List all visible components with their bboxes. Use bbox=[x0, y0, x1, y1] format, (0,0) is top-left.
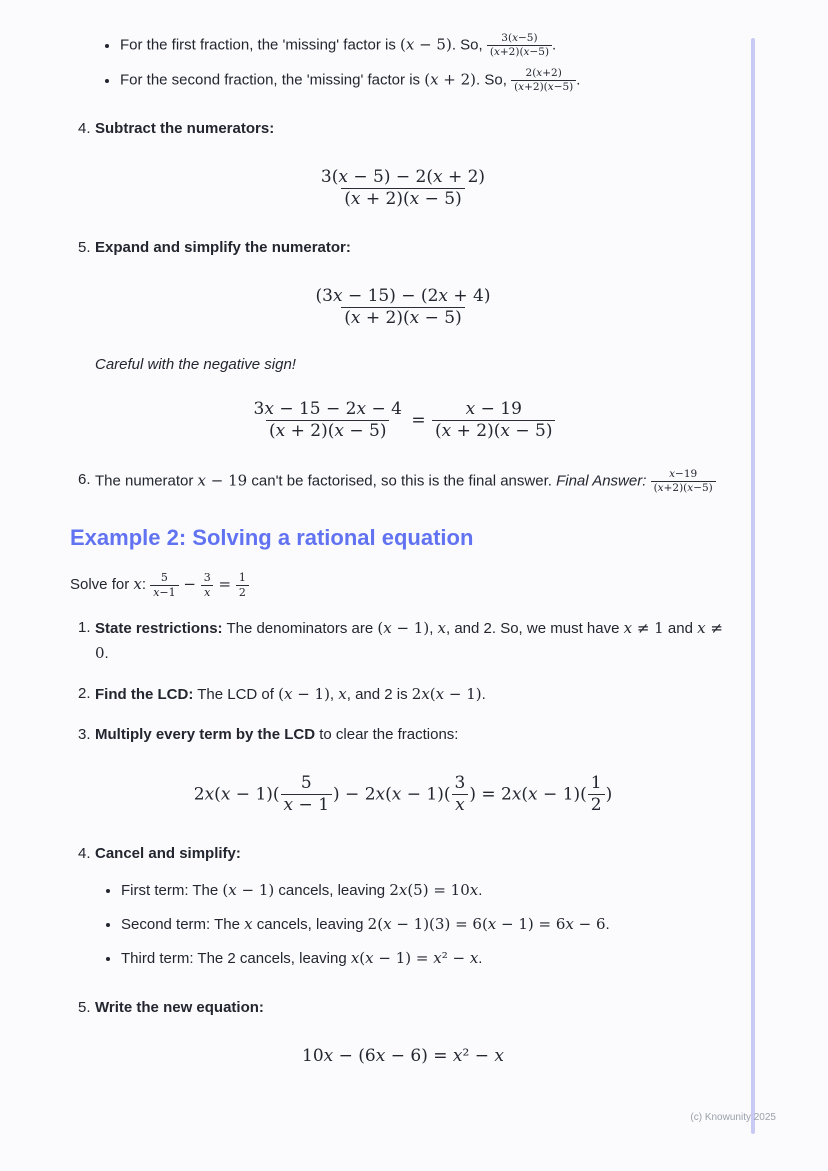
text-segment: , bbox=[329, 685, 339, 703]
text-segment: The denominators are bbox=[222, 619, 378, 637]
fraction-denominator: x bbox=[452, 794, 468, 816]
step-text bbox=[95, 842, 736, 980]
bullet-first-fraction bbox=[120, 32, 736, 59]
missing-factor-bullets bbox=[70, 32, 736, 95]
bullet-second-fraction bbox=[120, 67, 736, 94]
step-text bbox=[95, 682, 736, 707]
bold-text-segment: Find the LCD: bbox=[95, 685, 194, 703]
cancel-simplify-bullets bbox=[95, 878, 736, 971]
math-segment: x bbox=[133, 575, 142, 594]
equation-expanded-numerator bbox=[70, 286, 736, 330]
step-number: 3. bbox=[78, 725, 91, 743]
fraction bbox=[651, 468, 716, 495]
text-segment: cancels, leaving bbox=[274, 882, 390, 900]
math-segment: x bbox=[338, 684, 347, 703]
fraction-denominator: (x + 2)(x − 5) bbox=[341, 307, 464, 329]
fraction-denominator: (x + 2)(x − 5) bbox=[432, 420, 555, 442]
step-text bbox=[95, 117, 736, 141]
bullet-first-term bbox=[121, 878, 736, 903]
fraction-denominator: (x+2)(x−5) bbox=[651, 481, 716, 495]
fraction bbox=[281, 773, 332, 817]
text-segment: . bbox=[552, 36, 557, 54]
fraction-denominator: x bbox=[201, 585, 213, 600]
math-segment: − bbox=[178, 575, 201, 594]
fraction-denominator: (x+2)(x−5) bbox=[511, 80, 576, 94]
step-number: 5. bbox=[78, 999, 91, 1017]
fraction-numerator: 3(x−5) bbox=[501, 32, 538, 44]
step-text bbox=[95, 468, 736, 495]
text-segment: . bbox=[478, 950, 483, 968]
step-number: 6. bbox=[78, 471, 91, 488]
text-segment: For the first fraction, the 'missing' factor is bbox=[120, 36, 400, 54]
math-segment: ) − 2x(x − 1)( bbox=[333, 784, 451, 804]
bullet-third-term bbox=[121, 946, 736, 971]
math-segment: x(x − 1) = x² − x bbox=[350, 949, 479, 968]
math-segment: 2x(x − 1)( bbox=[193, 784, 280, 804]
example-2-heading: Example 2: Solving a rational equation bbox=[70, 525, 474, 551]
text-segment: , and 2. So, we must have bbox=[446, 619, 624, 637]
bold-text-segment: Cancel and simplify: bbox=[95, 845, 241, 863]
text-segment: The numerator bbox=[95, 472, 198, 490]
math-segment: (x − 1) bbox=[377, 618, 430, 637]
equation-new-equation bbox=[70, 1046, 736, 1067]
math-segment: (x + 2) bbox=[424, 70, 477, 89]
fraction-numerator: 5 bbox=[300, 772, 312, 793]
fraction bbox=[451, 773, 468, 817]
math-segment: x bbox=[437, 618, 446, 637]
math-segment: (x − 1) bbox=[222, 881, 275, 900]
bold-text-segment: Write the new equation: bbox=[95, 999, 264, 1017]
equation-simplified-result bbox=[70, 399, 736, 443]
step-text bbox=[95, 236, 736, 260]
step-4-cancel-simplify bbox=[70, 842, 736, 980]
fraction-numerator: 5 bbox=[160, 571, 168, 585]
fraction bbox=[313, 286, 494, 330]
fraction-numerator: 3(x − 5) − 2(x + 2) bbox=[320, 166, 486, 187]
text-segment: . bbox=[576, 71, 581, 89]
step-number: 4. bbox=[78, 845, 91, 863]
fraction-numerator: 3 bbox=[454, 772, 466, 793]
math-segment: x ≠ 0 bbox=[95, 618, 723, 662]
text-segment: Third term: The 2 cancels, leaving bbox=[121, 950, 351, 968]
text-segment: can't be factorised, so this is the final answer. bbox=[247, 472, 557, 490]
math-segment: 2x(5) = 10x bbox=[389, 881, 479, 900]
fraction bbox=[201, 571, 214, 600]
math-segment: 2(x − 1)(3) = 6(x − 1) = 6x − 6 bbox=[367, 915, 606, 934]
step-number: 5. bbox=[78, 239, 91, 256]
fraction-numerator: 1 bbox=[590, 772, 602, 793]
fraction bbox=[251, 399, 405, 443]
right-accent-rule bbox=[751, 38, 755, 1134]
step-number: 2. bbox=[78, 684, 91, 702]
fraction-denominator: (x + 2)(x − 5) bbox=[341, 188, 464, 210]
fraction bbox=[318, 167, 488, 211]
step-1-state-restrictions bbox=[70, 616, 736, 666]
step-4-subtract-numerators bbox=[70, 117, 736, 141]
text-segment: . So, bbox=[451, 36, 487, 54]
fraction bbox=[150, 571, 178, 600]
bold-text-segment: State restrictions: bbox=[95, 619, 223, 637]
text-segment: , bbox=[429, 619, 438, 637]
equation-multiply-by-lcd bbox=[70, 773, 736, 817]
step-4-cancel-label bbox=[95, 845, 241, 862]
text-segment: . bbox=[605, 916, 610, 934]
text-segment: The LCD of bbox=[193, 685, 279, 703]
fraction-denominator: 2 bbox=[236, 585, 249, 600]
math-segment: 10x − (6x − 6) = x² − x bbox=[302, 1046, 504, 1067]
text-segment: . bbox=[104, 644, 109, 662]
fraction bbox=[588, 773, 605, 817]
math-segment: x bbox=[244, 915, 253, 934]
fraction-numerator: 3x − 15 − 2x − 4 bbox=[253, 398, 402, 419]
text-segment: . bbox=[478, 882, 483, 900]
bold-text-segment: Expand and simplify the numerator: bbox=[95, 239, 351, 256]
math-segment: = bbox=[213, 575, 236, 594]
math-segment: x ≠ 1 bbox=[623, 618, 664, 637]
text-segment: : bbox=[141, 576, 151, 594]
fraction-numerator: x − 19 bbox=[465, 398, 522, 419]
fraction-numerator: (3x − 15) − (2x + 4) bbox=[315, 286, 491, 306]
step-number: 1. bbox=[78, 618, 91, 636]
fraction bbox=[236, 571, 249, 600]
step-5-write-new-equation bbox=[70, 996, 736, 1020]
fraction-denominator: (x + 2)(x − 5) bbox=[266, 420, 389, 442]
copyright-notice: (c) Knowunity 2025 bbox=[690, 1112, 776, 1123]
fraction-numerator: 1 bbox=[238, 571, 246, 585]
text-segment: Solve for bbox=[70, 576, 134, 594]
text-segment: and bbox=[663, 619, 698, 637]
step-text bbox=[95, 996, 736, 1020]
fraction bbox=[487, 32, 552, 59]
step-number: 4. bbox=[78, 119, 91, 137]
step-5-expand-simplify bbox=[70, 236, 736, 260]
equation-subtract-numerators bbox=[70, 167, 736, 211]
text-segment: . bbox=[481, 685, 486, 703]
fraction bbox=[432, 399, 555, 443]
text-segment: cancels, leaving bbox=[252, 916, 368, 934]
step-2-find-lcd bbox=[70, 682, 736, 707]
solve-for-x-line bbox=[70, 571, 736, 600]
math-segment: x − 19 bbox=[197, 471, 248, 490]
fraction-numerator: 3 bbox=[203, 571, 211, 585]
bold-text-segment: Multiply every term by the LCD bbox=[95, 725, 316, 743]
fraction-denominator: x−1 bbox=[150, 585, 178, 600]
text-segment: Second term: The bbox=[121, 916, 245, 934]
math-segment: (x − 1) bbox=[278, 684, 330, 703]
italic-text-segment: Final Answer: bbox=[556, 472, 651, 490]
fraction-denominator: (x+2)(x−5) bbox=[487, 45, 552, 59]
math-segment: ) bbox=[605, 784, 613, 804]
step-text bbox=[95, 616, 736, 666]
math-segment: (x − 5) bbox=[399, 35, 452, 54]
text-segment: . So, bbox=[476, 71, 512, 89]
fraction-denominator: 2 bbox=[588, 794, 605, 816]
step-3-multiply-by-lcd bbox=[70, 723, 736, 747]
math-segment: ) = 2x(x − 1)( bbox=[469, 784, 587, 804]
step-6-final-answer bbox=[70, 468, 736, 495]
text-segment: For the second fraction, the 'missing' factor is bbox=[120, 71, 425, 89]
text-segment: First term: The bbox=[121, 882, 223, 900]
step-text bbox=[95, 723, 736, 747]
fraction-denominator: x − 1 bbox=[281, 794, 332, 816]
bold-text-segment: Subtract the numerators: bbox=[95, 119, 275, 137]
fraction bbox=[511, 67, 576, 94]
negative-sign-note: Careful with the negative sign! bbox=[95, 355, 296, 373]
fraction-numerator: x−19 bbox=[669, 468, 698, 480]
fraction-numerator: 2(x+2) bbox=[525, 67, 562, 80]
math-segment: = bbox=[405, 409, 432, 430]
math-segment: 2x(x − 1) bbox=[411, 684, 482, 703]
bullet-second-term bbox=[121, 912, 736, 937]
text-segment: to clear the fractions: bbox=[315, 725, 459, 743]
text-segment: , and 2 is bbox=[346, 685, 412, 703]
